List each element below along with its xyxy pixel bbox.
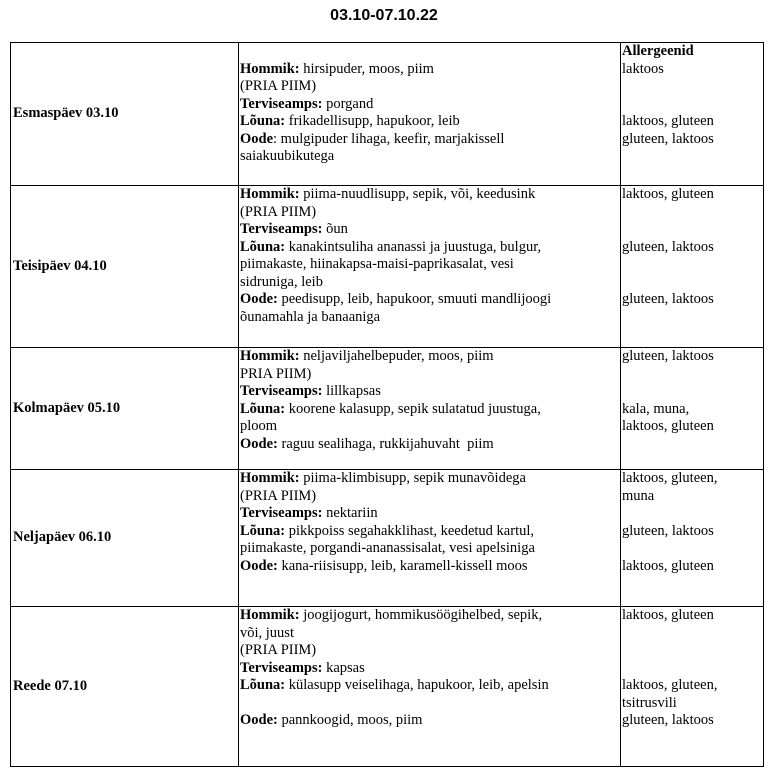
meal-text: kapsas xyxy=(322,659,365,676)
meal-text: nektariin xyxy=(322,505,378,521)
allergen-line xyxy=(622,625,762,643)
meal-line xyxy=(240,256,619,274)
meal-line xyxy=(240,488,619,506)
meal-label: Terviseamps: xyxy=(240,383,323,399)
day-label: Teisipäev 04.10 xyxy=(11,186,239,348)
allergen-line xyxy=(622,660,762,678)
allergen-line: gluteen, laktoos xyxy=(622,291,714,307)
meal-line xyxy=(240,309,619,327)
day-row xyxy=(11,43,764,186)
meal-label: Terviseamps: xyxy=(240,221,323,237)
meal-line xyxy=(240,418,619,436)
meal-line xyxy=(240,523,619,541)
meal-text: piima-klimbisupp, sepik munavõidega xyxy=(299,470,526,486)
allergen-line: laktoos, gluteen xyxy=(622,113,714,129)
meal-text: hirsipuder, moos, piim xyxy=(299,60,434,77)
allergen-line: muna xyxy=(622,487,655,504)
allergen-line xyxy=(622,505,762,523)
meal-text: piima-nuudlisupp, sepik, või, keedusink xyxy=(299,186,536,202)
meal-line xyxy=(240,607,619,625)
meal-label: Lõuna: xyxy=(240,113,286,129)
allergen-line xyxy=(622,642,762,660)
allergen-line: laktoos, gluteen xyxy=(622,557,714,574)
meal-line xyxy=(240,470,619,488)
allergens-header: Allergeenid xyxy=(622,43,694,59)
allergen-line: laktoos, gluteen xyxy=(622,607,714,623)
meal-label: Hommik: xyxy=(240,186,300,202)
allergen-line xyxy=(622,366,762,384)
allergen-line xyxy=(622,383,762,401)
meal-text: pikkpoiss segahakklihast, keedetud kartul, xyxy=(285,522,535,539)
meal-label: Lõuna: xyxy=(240,238,286,255)
meal-text: pannkoogid, moos, piim xyxy=(277,712,423,728)
allergen-line: laktoos, gluteen, xyxy=(622,470,718,486)
meal-line xyxy=(240,401,619,419)
allergens-cell xyxy=(621,470,764,607)
meal-label: Hommik: xyxy=(240,60,300,77)
day-label: Neljapäev 06.10 xyxy=(11,470,239,607)
allergens-cell xyxy=(621,348,764,470)
meal-line xyxy=(240,204,619,222)
meal-text: porgand xyxy=(322,95,374,112)
meal-label: Terviseamps: xyxy=(240,659,323,676)
meal-text: (PRIA PIIM) xyxy=(240,642,317,658)
meal-label: Oode: xyxy=(240,557,278,574)
meals-cell xyxy=(239,470,621,607)
meal-line xyxy=(240,186,619,204)
allergen-line xyxy=(622,204,762,222)
allergen-line: tsitrusvili xyxy=(622,694,677,711)
meal-text: joogijogurt, hommikusöögihelbed, sepik, xyxy=(299,607,543,623)
day-row xyxy=(11,348,764,470)
meal-line xyxy=(240,558,619,576)
meal-label: Oode: xyxy=(240,712,278,728)
meal-line xyxy=(240,712,619,730)
meal-line xyxy=(240,96,619,114)
meal-line xyxy=(240,148,619,166)
meal-text: peedisupp, leib, hapukoor, smuuti mandlijoogi xyxy=(277,291,552,307)
day-label: Kolmapäev 05.10 xyxy=(11,348,239,470)
meal-text: külasupp veiselihaga, hapukoor, leib, apelsin xyxy=(285,677,549,693)
allergen-line: laktoos, gluteen, xyxy=(622,677,718,693)
meal-text: piimakaste, hiinakapsa-maisi-paprikasalat, vesi xyxy=(240,256,514,272)
meal-line xyxy=(240,221,619,239)
meal-line xyxy=(240,695,619,713)
allergen-line xyxy=(622,78,762,96)
meal-label: Lõuna: xyxy=(240,400,286,417)
allergen-line: laktoos xyxy=(622,60,664,77)
meal-line xyxy=(240,291,619,309)
allergen-line: gluteen, laktoos xyxy=(622,348,714,364)
allergen-line xyxy=(622,436,762,454)
meal-text: saiakuubikutega xyxy=(240,148,335,164)
allergen-line xyxy=(622,309,762,327)
meal-text: (PRIA PIIM) xyxy=(240,78,317,94)
meal-text: PRIA PIIM) xyxy=(240,365,312,382)
allergen-line: kala, muna, xyxy=(622,400,690,417)
meals-cell xyxy=(239,43,621,186)
meal-text: : mulgipuder lihaga, keefir, marjakissell xyxy=(273,130,505,147)
meal-line xyxy=(240,274,619,292)
meal-text: sidruniga, leib xyxy=(240,273,323,290)
meal-label: Hommik: xyxy=(240,470,300,486)
allergen-line: laktoos, gluteen xyxy=(622,418,714,434)
meal-line xyxy=(240,625,619,643)
allergen-line: laktoos, gluteen xyxy=(622,186,714,202)
meal-text: neljaviljahelbepuder, moos, piim xyxy=(299,348,494,364)
meal-line xyxy=(240,660,619,678)
meal-text: (PRIA PIIM) xyxy=(240,487,317,504)
meal-text: piimakaste, porgandi-ananassisalat, vesi apelsiniga xyxy=(240,540,535,556)
meal-text: kanakintsuliha ananassi ja juustuga, bulgur, xyxy=(285,238,542,255)
meal-text: õun xyxy=(322,221,348,237)
allergen-line xyxy=(622,221,762,239)
meal-line xyxy=(240,239,619,257)
meal-line xyxy=(240,78,619,96)
allergen-line: gluteen, laktoos xyxy=(622,712,714,728)
meal-line xyxy=(240,505,619,523)
meal-text: kana-riisisupp, leib, karamell-kissell moos xyxy=(277,557,528,574)
meal-text: raguu sealihaga, rukkijahuvaht piim xyxy=(277,435,494,452)
meal-line xyxy=(240,436,619,454)
meal-line xyxy=(240,61,619,79)
meal-text: frikadellisupp, hapukoor, leib xyxy=(285,113,460,129)
meal-label: Oode: xyxy=(240,291,278,307)
meal-label: Lõuna: xyxy=(240,677,286,693)
meal-line xyxy=(240,113,619,131)
allergen-line xyxy=(622,274,762,292)
meal-line xyxy=(240,677,619,695)
meal-line xyxy=(240,642,619,660)
meal-text: koorene kalasupp, sepik sulatatud juustuga, xyxy=(285,400,541,417)
meal-text: või, juust xyxy=(240,624,294,641)
allergens-cell xyxy=(621,186,764,348)
meal-text: õunamahla ja banaaniga xyxy=(240,308,381,325)
day-label: Reede 07.10 xyxy=(11,607,239,767)
meal-text: (PRIA PIIM) xyxy=(240,203,317,220)
weekly-menu-table xyxy=(10,42,764,767)
meal-label: Hommik: xyxy=(240,607,300,623)
allergens-cell xyxy=(621,43,764,186)
allergen-line: gluteen, laktoos xyxy=(622,238,714,255)
meal-label: Oode xyxy=(240,130,274,147)
meal-line xyxy=(240,348,619,366)
day-label: Esmaspäev 03.10 xyxy=(11,43,239,186)
allergen-line: gluteen, laktoos xyxy=(622,130,714,147)
meal-line xyxy=(240,366,619,384)
meal-line xyxy=(240,131,619,149)
meal-label: Terviseamps: xyxy=(240,505,323,521)
day-row xyxy=(11,470,764,607)
allergen-line: gluteen, laktoos xyxy=(622,522,714,539)
meal-text: ploom xyxy=(240,418,278,434)
allergen-line xyxy=(622,96,762,114)
allergen-line xyxy=(622,256,762,274)
meal-label: Lõuna: xyxy=(240,522,286,539)
meals-cell xyxy=(239,607,621,767)
meals-cell xyxy=(239,348,621,470)
meal-text: lillkapsas xyxy=(322,383,381,399)
meal-line xyxy=(240,383,619,401)
meals-cell xyxy=(239,186,621,348)
allergen-line xyxy=(622,540,762,558)
meal-label: Terviseamps: xyxy=(240,95,323,112)
meal-label: Oode: xyxy=(240,435,278,452)
page-title: 03.10-07.10.22 xyxy=(330,7,438,24)
meal-line xyxy=(240,540,619,558)
allergens-cell xyxy=(621,607,764,767)
day-row xyxy=(11,186,764,348)
meal-label: Hommik: xyxy=(240,348,300,364)
day-row xyxy=(11,607,764,767)
